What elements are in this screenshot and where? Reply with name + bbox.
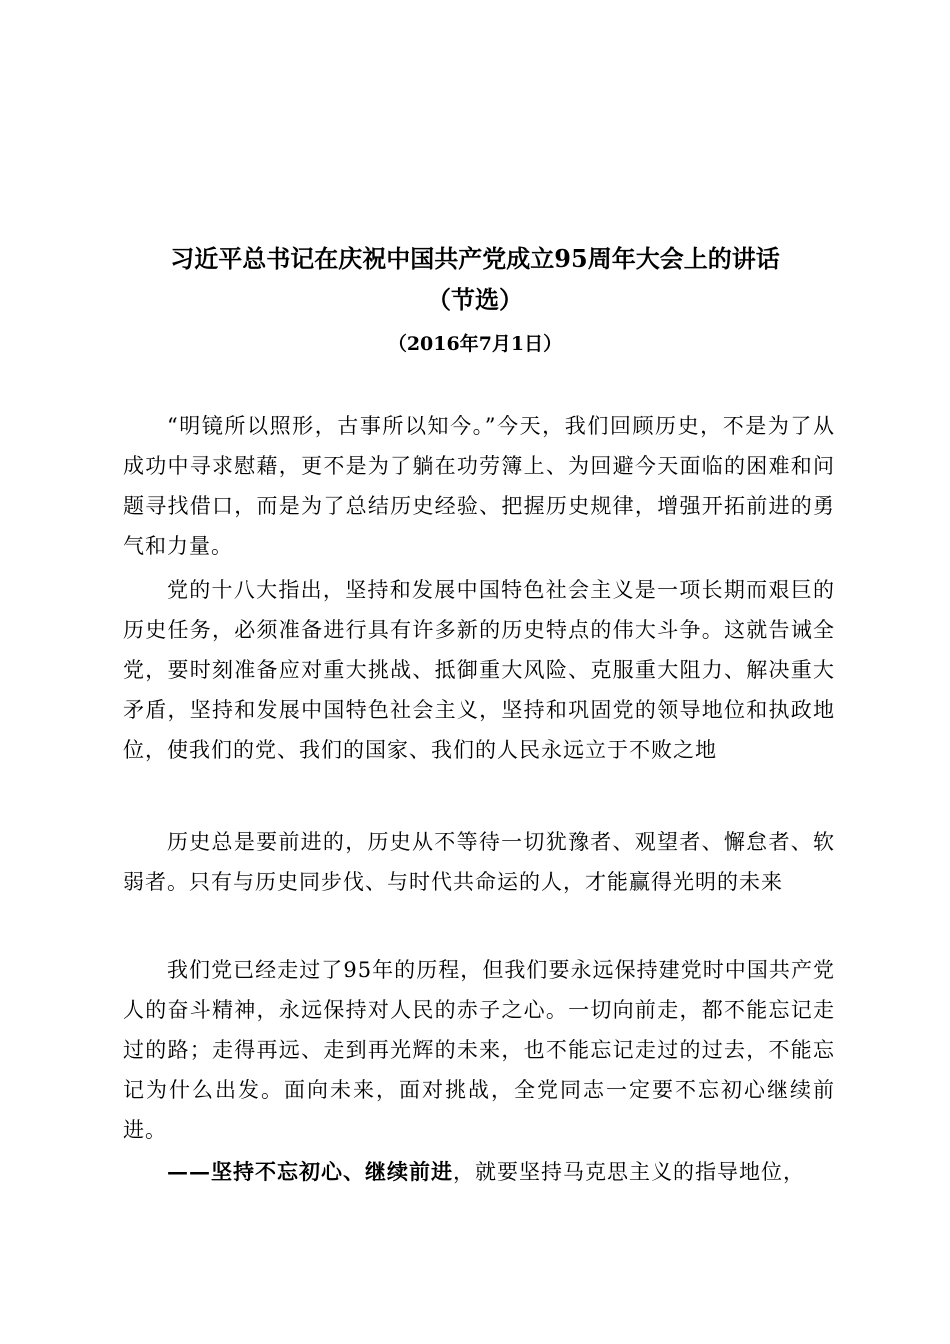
paragraph-2: 党的十八大指出，坚持和发展中国特色社会主义是一项长期而艰巨的历史任务，必须准备进行具有许多新的历史特点的伟大斗争。这就告诫全党，要时刻准备应对重大挑战、抵御重大风险、克服重大阻力、解决重大矛盾，坚持和发展中国特色社会主义，坚持和巩固党的领导地位和执政地位，使我们的党、我们的国家、我们的人民永远立于不败之地 [123,578,835,762]
paragraph-4: 我们党已经走过了95年的历程，但我们要永远保持建党时中国共产党人的奋斗精神，永远保持对人民的赤子之心。一切向前走，都不能忘记走过的路；走得再远、走到再光辉的未来，也不能忘记走过的过去，不能忘记为什么出发。面向未来，面对挑战，全党同志一定要不忘初心继续前进。 [123,958,835,1142]
document-date: （2016年7月1日） [387,333,563,355]
paragraph-5-rest: ，就要坚持马克思主义的指导地位， [453,1160,805,1184]
paragraph-1: “明镜所以照形，古事所以知今。”今天，我们回顾历史，不是为了从成功中寻求慰藉，更不是为了躺在功劳簿上、为回避今天面临的困难和问题寻找借口，而是为了总结历史经验、把握历史规律，增强开拓前进的勇气和力量。 [123,414,835,558]
paragraph-5-bold-lead: ——坚持不忘初心、继续前进 [167,1159,453,1184]
paragraph-5 [123,1152,835,1192]
document-subtitle: （节选） [427,285,523,314]
document-title: 习近平总书记在庆祝中国共产党成立95周年大会上的讲话 [170,244,780,273]
paragraph-3: 历史总是要前进的，历史从不等待一切犹豫者、观望者、懈怠者、软弱者。只有与历史同步伐、与时代共命运的人，才能赢得光明的未来 [123,830,835,894]
